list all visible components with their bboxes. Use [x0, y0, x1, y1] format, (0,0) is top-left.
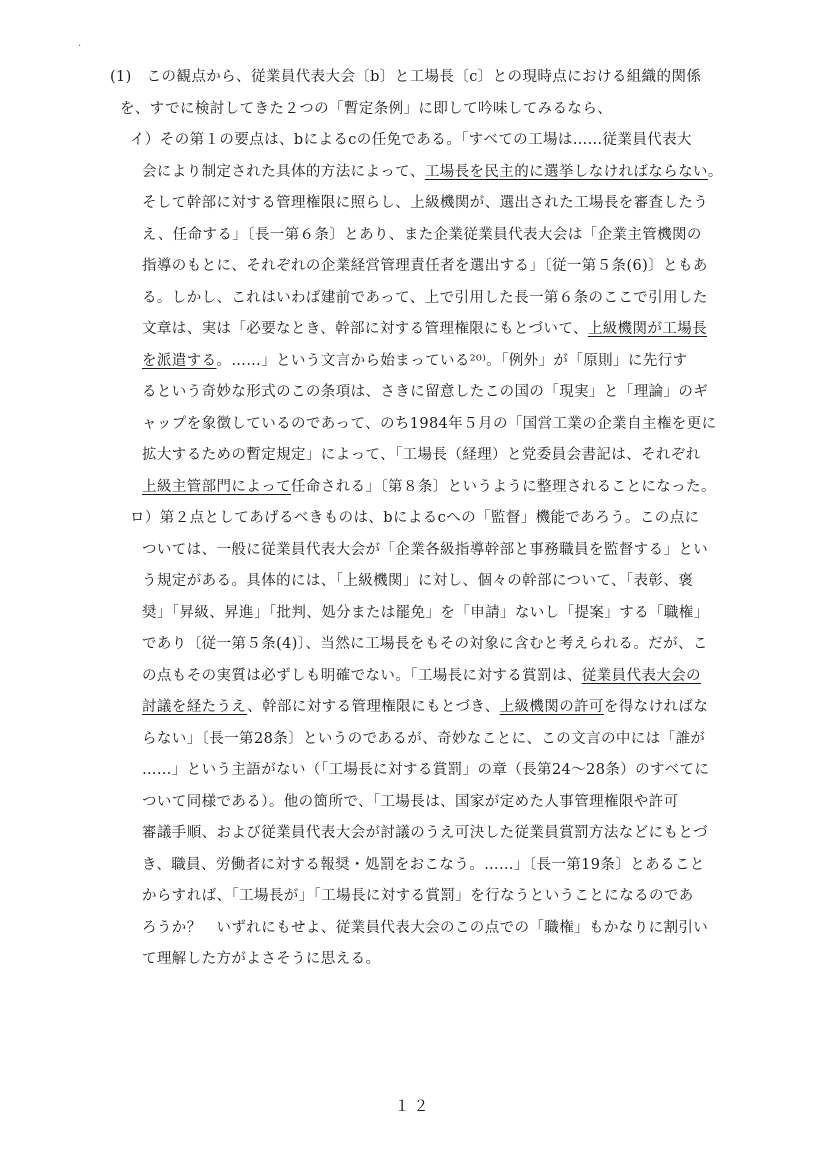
text-line — [110, 220, 750, 252]
text-line — [110, 913, 750, 945]
text-segment: 会により制定された具体的方法によって、 — [142, 163, 425, 180]
text-segment: ついて同様である）。他の箇所で、「工場長は、国家が定めた人事管理権限や許可 — [142, 793, 679, 810]
text-line — [110, 692, 750, 724]
text-line — [110, 62, 750, 94]
text-line — [110, 629, 750, 661]
text-segment: 。 — [707, 163, 723, 180]
text-segment: ……」という主語がない（「工場長に対する賞罰」の章（長第24～28条）のすべてに — [142, 762, 710, 778]
body-text — [110, 62, 750, 976]
text-segment: 。……」という文言から始まっている²⁰⁾。「例外」が「原則」に先行す — [216, 352, 688, 369]
text-segment: イ）その第１の要点は、bによるcの任免である。「すべての工場は……従業員代表大 — [130, 132, 692, 148]
text-line — [110, 157, 750, 189]
text-line — [110, 724, 750, 756]
underlined-text: 従業員代表大会の — [581, 667, 701, 684]
underlined-text: 討議を経たうえ — [142, 699, 248, 715]
text-line — [110, 125, 750, 157]
underlined-text: を派遣する — [142, 352, 217, 369]
text-line — [110, 283, 750, 315]
text-segment: であり〔従一第５条(4)〕、当然に工場長をもその対象に含むと考えられる。だが、こ — [142, 636, 708, 652]
text-line — [110, 787, 750, 819]
text-line — [110, 314, 750, 346]
text-line — [110, 440, 750, 472]
text-line — [110, 598, 750, 630]
text-segment: るという奇妙な形式のこの条項は、さきに留意したこの国の「現実」と「理論」のギ — [142, 384, 709, 400]
text-segment: らない」〔長一第28条〕というのであるが、奇妙なことに、この文言の中には「誰が — [142, 730, 706, 747]
text-line — [110, 818, 750, 850]
text-line — [110, 377, 750, 409]
text-segment: ャップを象徴しているのであって、のち1984年５月の「国営工業の企業自主権を更に — [142, 415, 717, 432]
text-line — [110, 94, 750, 126]
text-line — [110, 535, 750, 567]
text-segment: 拡大するための暫定規定」によって、「工場長（経理）と党委員会書記は、それぞれ — [142, 447, 701, 463]
text-line — [110, 472, 750, 504]
text-segment: ロ）第２点としてあげるべきものは、bによるcへの「監督」機能であろう。この点に — [130, 510, 700, 526]
text-line — [110, 944, 750, 976]
text-segment: ろうか？ いずれにもせよ、従業員代表大会のこの点での「職権」もかなりに割引い — [142, 919, 709, 936]
underlined-text: 上級主管部門によって — [142, 478, 291, 495]
text-segment: (1) この観点から、従業員代表大会〔b〕と工場長〔c〕との現時点における組織的関係 — [110, 69, 702, 85]
text-segment: 任命される」〔第８条〕というように整理されることになった。 — [291, 478, 716, 495]
text-segment: 指導のもとに、それぞれの企業経営管理責任者を選出する」〔従一第５条(6)〕ともあ — [142, 258, 708, 274]
text-line — [110, 346, 750, 378]
text-segment: 文章は、実は「必要なとき、幹部に対する管理権限にもとづいて、 — [142, 321, 588, 337]
text-segment: 、幹部に対する管理権限にもとづき、 — [247, 699, 500, 715]
text-line — [110, 881, 750, 913]
underlined-text: 上級機関の許可 — [499, 699, 604, 715]
text-line — [110, 251, 750, 283]
text-line — [110, 850, 750, 882]
text-line — [110, 661, 750, 693]
corner-mark: · — [78, 41, 82, 52]
underlined-text: 上級機関が工場長 — [587, 321, 708, 337]
text-segment: 審議手順、および従業員代表大会が討議のうえ可決した従業員賞罰方法などにもとづ — [142, 825, 708, 841]
text-segment: ついては、一般に従業員代表大会が「企業各級指導幹部と事務職員を監督する」とい — [142, 541, 709, 558]
text-line — [110, 755, 750, 787]
text-segment: そして幹部に対する管理権限に照らし、上級機関が、選出された工場長を審査したう — [142, 195, 709, 211]
text-segment: て理解した方がよさそうに思える。 — [142, 951, 381, 967]
text-segment: を得なければな — [603, 699, 709, 715]
text-segment: 奨」「昇級、昇進」「批判、処分または罷免」を「申請」ないし「提案」する「職権」 — [142, 604, 709, 621]
text-segment: を、すでに検討してきた２つの「暫定条例」に即して吟味してみるなら、 — [120, 100, 613, 117]
text-segment: う規定がある。具体的には、「上級機関」に対し、個々の幹部について、「表彰、褒 — [142, 573, 694, 589]
text-line — [110, 409, 750, 441]
page-number: １２ — [394, 1097, 433, 1115]
text-line — [110, 566, 750, 598]
text-segment: る。しかし、これはいわば建前であって、上で引用した長一第６条のここで引用した — [142, 289, 708, 306]
text-segment: き、職員、労働者に対する報奨・処罰をおこなう。……」〔長一第19条〕とあること — [142, 856, 705, 873]
underlined-text: 工場長を民主的に選挙しなければならない — [424, 163, 708, 180]
text-line — [110, 188, 750, 220]
text-segment: え、任命する」〔長一第６条〕とあり、また企業従業員代表大会は「企業主管機関の — [142, 226, 702, 243]
text-line — [110, 503, 750, 535]
text-segment: からすれば、「工場長が」「工場長に対する賞罰」を行なうということになるのであ — [142, 888, 694, 904]
text-segment: の点もその実質は必ずしも明確でない。「工場長に対する賞罰は、 — [142, 667, 582, 684]
